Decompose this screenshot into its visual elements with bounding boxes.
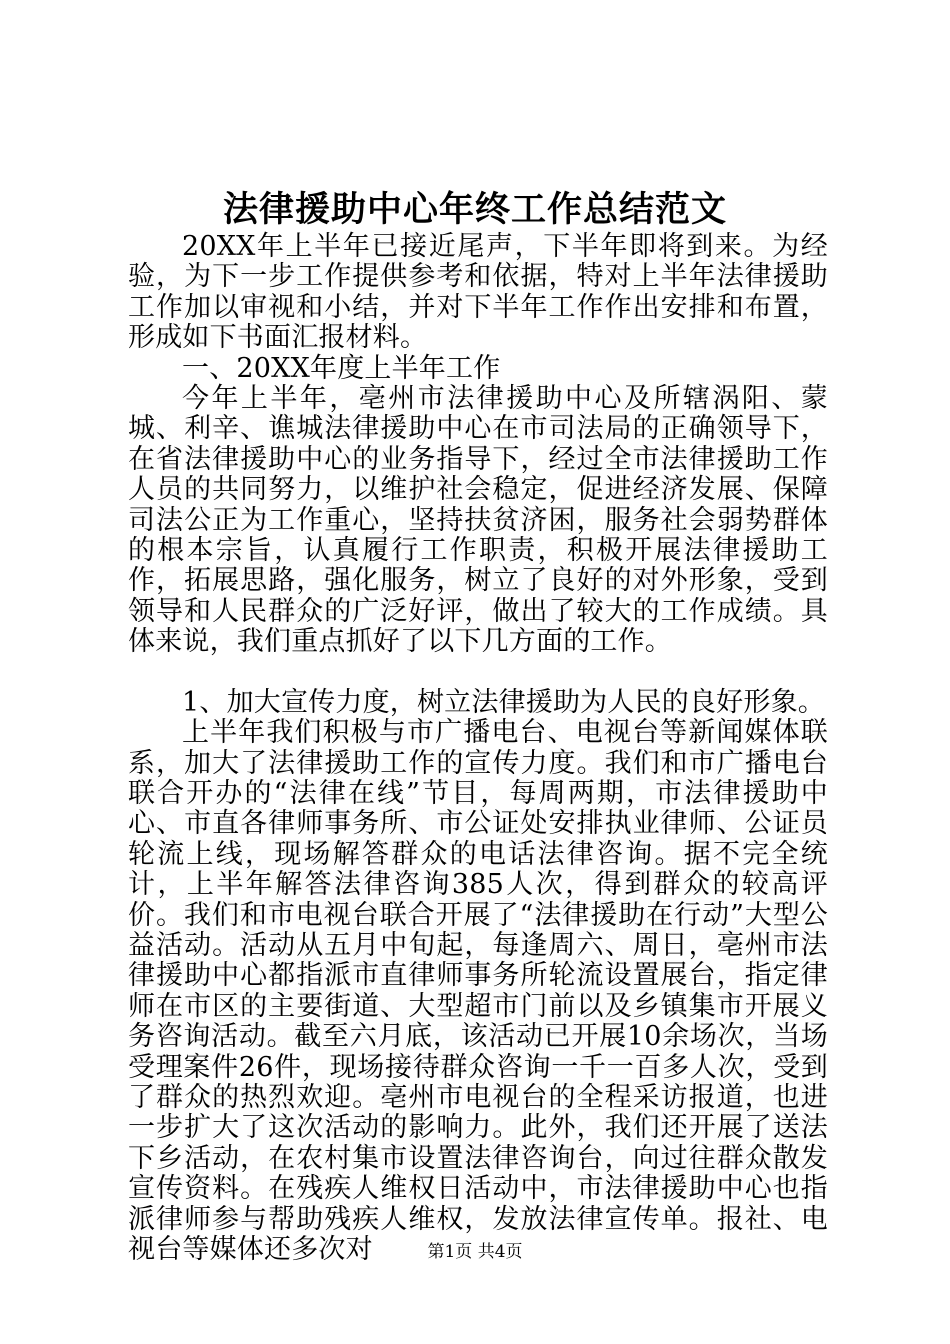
document-title: 法律援助中心年终工作总结范文 <box>222 189 727 230</box>
section-heading: 一、20XX年度上半年工作 <box>182 352 501 384</box>
subsection-heading: 1、加大宣传力度，树立法律援助为人民的良好形象。 <box>182 686 825 718</box>
overview-paragraph: 今年上半年，亳州市法律援助中心及所辖涡阳、蒙城、利辛、谯城法律援助中心在市司法局的正确领导下，在省法律援助中心的业务指导下，经过全市法律援助工作人员的共同努力，以维护社会稳定，促进经济发展、保障司法公正为工作重心，坚持扶贫济困，服务社会弱势群体的根本宗旨，认真履行工作职责，积极开展法律援助工作，拓展思路，强化服务，树立了良好的对外形象，受到领导和人民群众的广泛好评，做出了较大的工作成绩。具体来说，我们重点抓好了以下几方面的工作。 <box>128 383 828 658</box>
document-body <box>128 232 828 1265</box>
intro-paragraph: 20XX年上半年已接近尾声，下半年即将到来。为经验，为下一步工作提供参考和依据，特对上半年法律援助工作加以审视和小结，并对下半年工作作出安排和布置，形成如下书面汇报材料。 <box>128 231 828 354</box>
publicity-paragraph: 上半年我们积极与市广播电台、电视台等新闻媒体联系，加大了法律援助工作的宣传力度。我们和市广播电台联合开办的“法律在线”节目，每周两期，市法律援助中心、市直各律师事务所、市公证处安排执业律师、公证员轮流上线，现场解答群众的电话法律咨询。据不完全统计，上半年解答法律咨询385人次，得到群众的较高评价。我们和市电视台联合开展了“法律援助在行动”大型公益活动。活动从五月中旬起，每逢周六、周日，亳州市法律援助中心都指派市直律师事务所轮流设置展台，指定律师在市区的主要街道、大型超市门前以及乡镇集市开展义务咨询活动。截至六月底，该活动已开展10余场次，当场受理案件26件，现场接待群众咨询一千一百多人次，受到了群众的热烈欢迎。亳州市电视台的全程采访报道，也进一步扩大了这次活动的影响力。此外，我们还开展了送法下乡活动，在农村集市设置法律咨询台，向过往群众散发宣传资料。在残疾人维权日活动中，市法律援助中心也指派律师参与帮助残疾人维权，发放法律宣传单。报社、电视台等媒体还多次对 <box>128 717 828 1265</box>
page-footer: 第1页 共4页 <box>427 1242 523 1262</box>
